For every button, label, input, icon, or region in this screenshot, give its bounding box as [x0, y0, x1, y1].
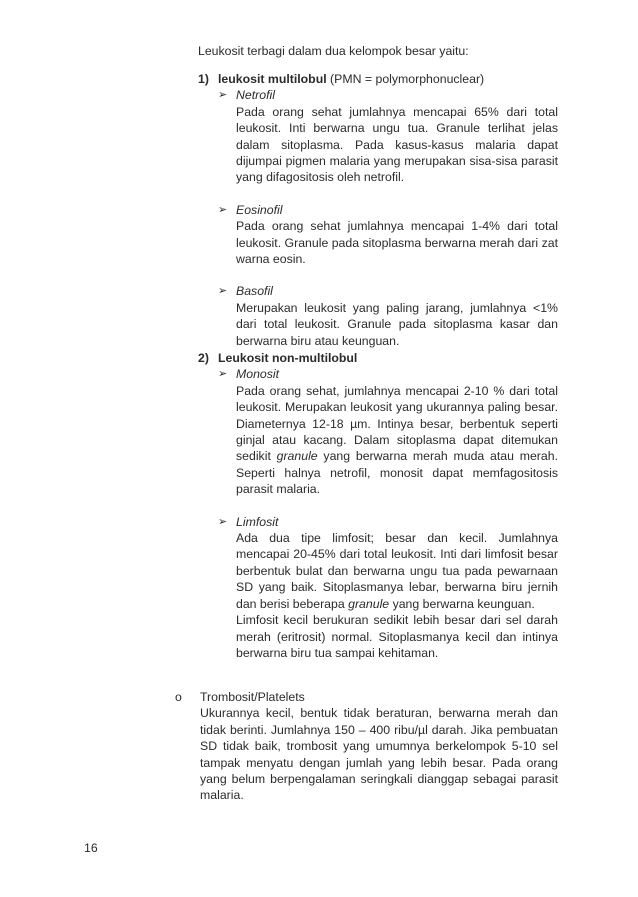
desc-part: Pada orang sehat, jumlahnya mencapai 2-10 % dari total leukosit. Merupakan leukosit yang ukurannya paling besar. Diameternya 12-18 µm. Intinya besar, berbentuk seperti ginjal atau kacang. Dalam sitoplasma dapat ditemukan sedikit: [236, 383, 558, 464]
group-heading: [198, 350, 558, 366]
desc-part: Ada dua tipe limfosit; besar dan kecil. Jumlahnya mencapai 20-45% dari total leukosit. Inti dari limfosit besar berbentuk bulat dan berwarna ungu tua pada pewarnaan SD yang baik. Sitoplasmanya lebar, berwarna biru jernih dan berisi beberapa: [236, 531, 558, 611]
desc-part: yang berwarna merah muda atau merah. Seperti halnya netrofil, monosit dapat memfagositosis parasit malaria.: [236, 449, 558, 497]
group-number: 1): [198, 72, 209, 86]
item-description: [236, 383, 558, 498]
list-item-monosit: [218, 366, 558, 497]
item-name: Monosit: [236, 367, 280, 382]
item-description: Pada orang sehat jumlahnya mencapai 65% dari total leukosit. Inti berwarna ungu tua. Granule terlihat jelas dalam sitoplasma. Pada kasus-kasus malaria dapat dijumpai pigmen malaria yang merupakan sisa-sisa parasit yang difagositosis oleh netrofil.: [236, 104, 558, 185]
item-description-2: Limfosit kecil berukuran sedikit lebih besar dari sel darah merah (eritrosit) normal. Sitoplasmanya kecil dan intinya berwarna biru tua sampai kehitaman.: [236, 613, 558, 660]
item-description: [236, 530, 558, 612]
group-title: Leukosit non-multilobul: [218, 351, 358, 365]
group-heading: [198, 71, 558, 87]
list-item-eosinofil: [218, 202, 558, 268]
list-item-basofil: [218, 283, 558, 349]
arrow-bullet-icon: ➢: [218, 515, 228, 528]
circle-bullet-icon: o: [175, 690, 182, 704]
desc-emphasis: granule: [276, 449, 318, 464]
group-title-suffix: (PMN = polymorphonuclear): [326, 72, 485, 86]
group-number: 2): [198, 351, 209, 365]
item-name: Basofil: [236, 284, 273, 299]
arrow-bullet-icon: ➢: [218, 368, 228, 381]
item-name: Netrofil: [236, 88, 275, 103]
desc-part: yang berwarna keunguan.: [389, 596, 535, 611]
group-title: leukosit multilobul: [218, 72, 327, 86]
item-description: Merupakan leukosit yang paling jarang, jumlahnya <1% dari total leukosit. Granule pada sitoplasma kasar dan berwarna biru atau keunguan.: [236, 300, 558, 348]
section-trombosit: [175, 689, 558, 804]
section-title: Trombosit/Platelets: [200, 690, 305, 704]
group-non-multilobul: [198, 350, 558, 661]
list-item-limfosit: [218, 514, 558, 662]
section-description: Ukurannya kecil, bentuk tidak beraturan, berwarna merah dan tidak berinti. Jumlahnya 150 – 400 ribu/µl darah. Jika pembuatan SD tidak baik, trombosit yang umumnya berkelompok 5-10 sel tampak menyatu dengan jumlah yang lebih besar. Pada orang yang belum berpengalaman seringkali dianggap sebagai parasit malaria.: [200, 706, 558, 803]
arrow-bullet-icon: ➢: [218, 285, 228, 298]
arrow-bullet-icon: ➢: [218, 203, 228, 216]
arrow-bullet-icon: ➢: [218, 89, 228, 102]
item-description: Pada orang sehat jumlahnya mencapai 1-4% dari total leukosit. Granule pada sitoplasma berwarna merah dari zat warna eosin.: [236, 219, 558, 267]
intro-text: Leukosit terbagi dalam dua kelompok besar yaitu:: [198, 44, 469, 58]
list-item-netrofil: [218, 87, 558, 185]
group-multilobul: [198, 71, 558, 349]
item-name: Limfosit: [236, 514, 279, 529]
desc-emphasis: granule: [348, 596, 390, 611]
item-name: Eosinofil: [236, 202, 283, 217]
page-number: 16: [84, 841, 98, 855]
